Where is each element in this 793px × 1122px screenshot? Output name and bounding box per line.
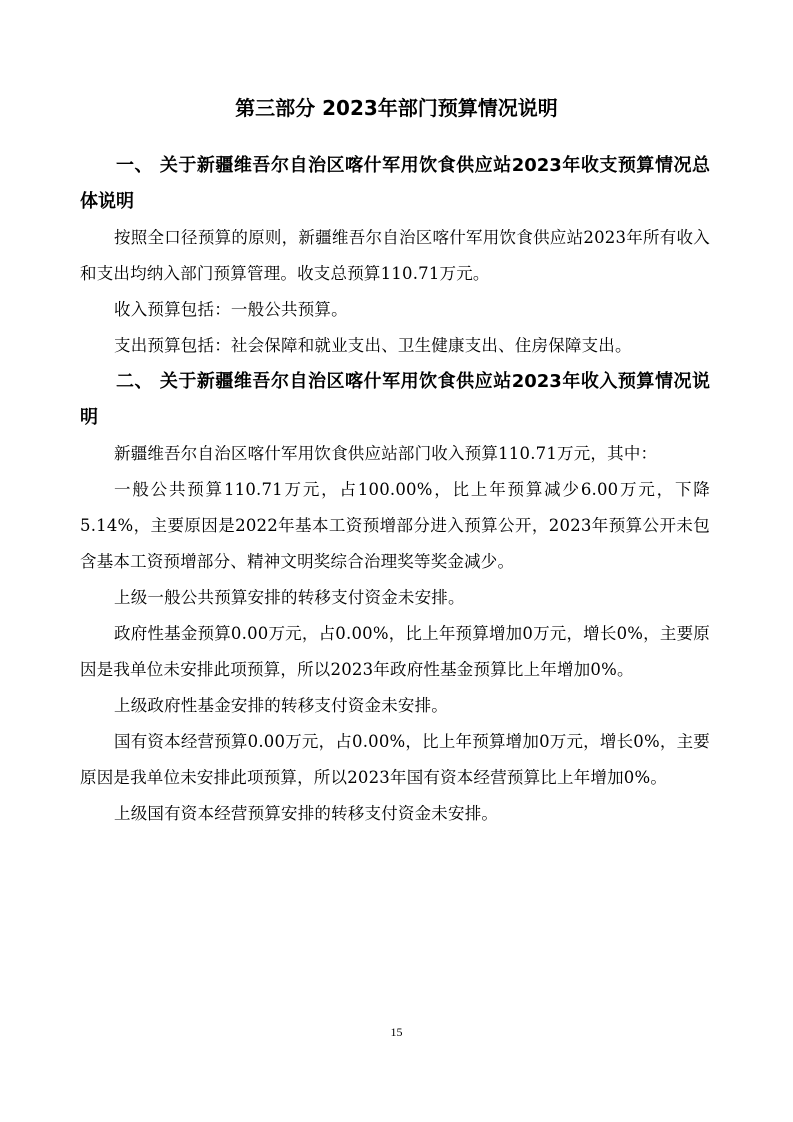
page-number: 15: [390, 1025, 403, 1039]
document-body: [80, 148, 710, 832]
page-title: 第三部分 2023年部门预算情况说明: [235, 96, 558, 120]
section-1-paragraph-1: 按照全口径预算的原则，新疆维吾尔自治区喀什军用饮食供应站2023年所有收入和支出均纳入部门预算管理。收支总预算110.71万元。: [80, 228, 710, 283]
section-2-paragraph-5: 上级政府性基金安排的转移支付资金未安排。: [114, 696, 448, 715]
section-2-paragraph-3: 上级一般公共预算安排的转移支付资金未安排。: [114, 588, 465, 607]
section-2-paragraph-2: 一般公共预算110.71万元，占100.00%，比上年预算减少6.00万元，下降5.14%，主要原因是2022年基本工资预增部分进入预算公开，2023年预算公开未包含基本工资预增部分、精神文明奖综合治理奖等奖金减少。: [80, 480, 710, 571]
section-2-heading: 二、 关于新疆维吾尔自治区喀什军用饮食供应站2023年收入预算情况说明: [80, 371, 710, 428]
section-1-heading: 一、 关于新疆维吾尔自治区喀什军用饮食供应站2023年收支预算情况总体说明: [80, 155, 710, 212]
section-1-paragraph-2: 收入预算包括：一般公共预算。: [114, 300, 348, 319]
section-2-paragraph-7: 上级国有资本经营预算安排的转移支付资金未安排。: [114, 804, 499, 823]
section-2-paragraph-1: 新疆维吾尔自治区喀什军用饮食供应站部门收入预算110.71万元，其中：: [114, 444, 658, 463]
section-2-paragraph-4: 政府性基金预算0.00万元，占0.00%，比上年预算增加0万元，增长0%，主要原因是我单位未安排此项预算，所以2023年政府性基金预算比上年增加0%。: [80, 624, 710, 679]
section-1-paragraph-3: 支出预算包括：社会保障和就业支出、卫生健康支出、住房保障支出。: [114, 336, 632, 355]
section-2-paragraph-6: 国有资本经营预算0.00万元，占0.00%，比上年预算增加0万元，增长0%，主要原因是我单位未安排此项预算，所以2023年国有资本经营预算比上年增加0%。: [80, 732, 710, 787]
